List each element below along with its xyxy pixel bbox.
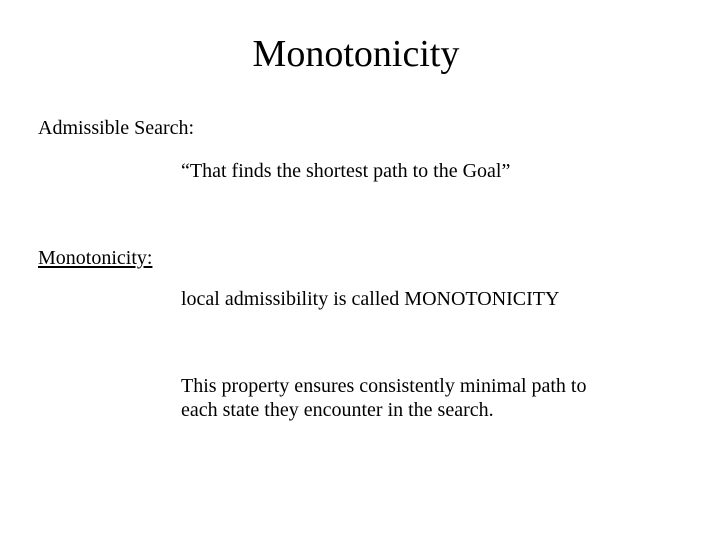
property-line-2: each state they encounter in the search. [181, 399, 494, 421]
monotonicity-definition: local admissibility is called MONOTONICITY [181, 288, 560, 310]
admissible-search-heading: Admissible Search: [38, 117, 195, 139]
property-line-1: This property ensures consistently minimal path to [181, 375, 587, 397]
admissible-search-quote: “That finds the shortest path to the Goal” [181, 160, 511, 182]
slide-title: Monotonicity [252, 33, 460, 75]
monotonicity-heading: Monotonicity: [38, 247, 153, 269]
property-description [181, 374, 701, 422]
